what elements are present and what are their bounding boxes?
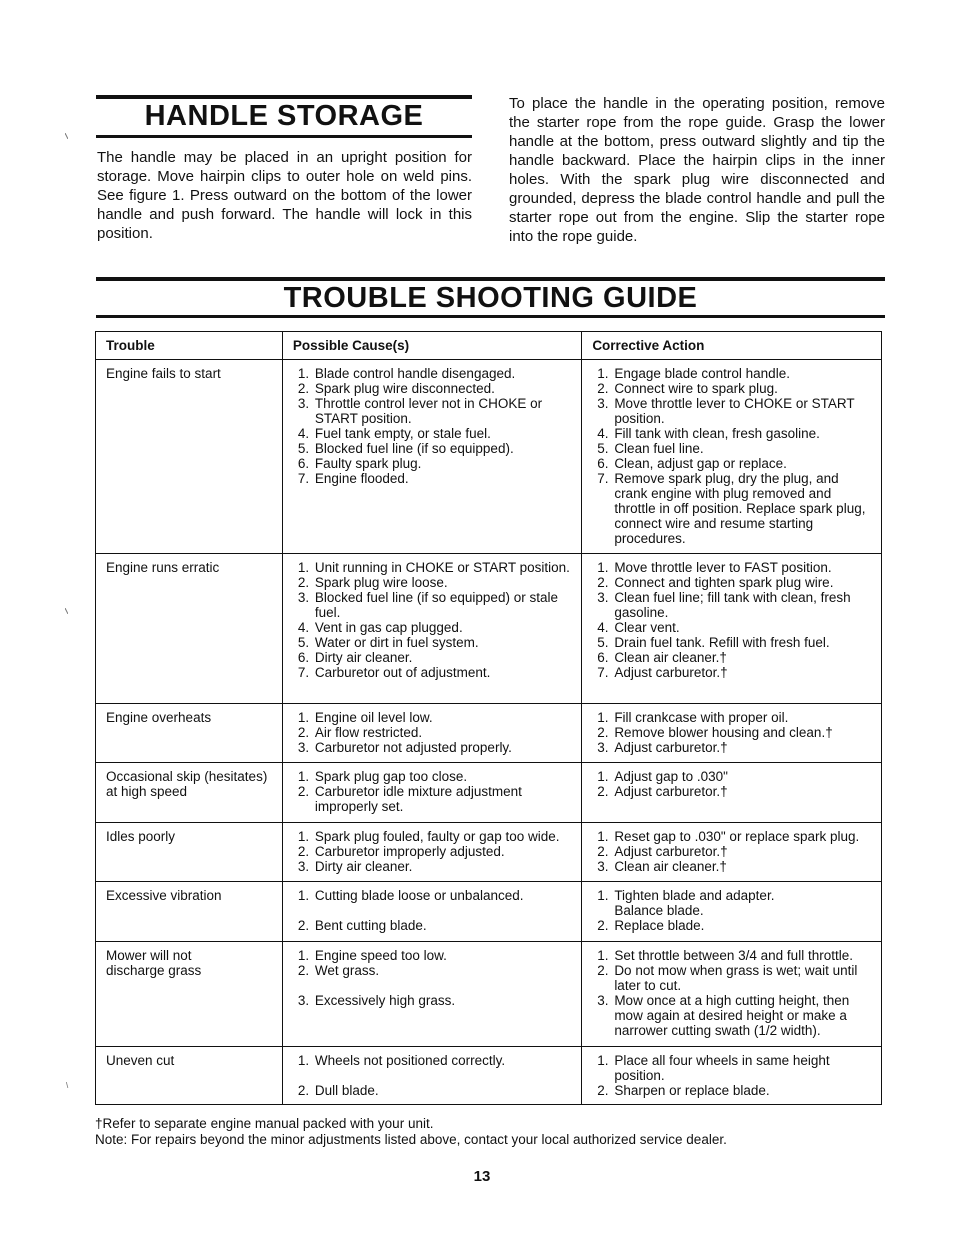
cause-item: 3. Carburetor not adjusted properly. <box>313 740 573 755</box>
action-item: 4. Fill tank with clean, fresh gasoline. <box>612 426 873 441</box>
actions-cell <box>582 1047 882 1105</box>
cause-item: 4. Vent in gas cap plugged. <box>313 620 573 635</box>
handle-storage-left-paragraph: The handle may be placed in an upright position for storage. Move hairpin clips to outer hole on weld pins. See figure 1. Press outward on the bottom of the lower handle and push forward. The handle will lock in this position. <box>97 149 472 242</box>
action-item: 2. Remove blower housing and clean.† <box>612 725 873 740</box>
action-item: 1. Reset gap to .030" or replace spark plug. <box>612 829 873 844</box>
cause-item: 1. Engine speed too low. <box>313 948 573 963</box>
action-item: 1. Move throttle lever to FAST position. <box>612 560 873 575</box>
table-row <box>96 360 882 554</box>
cause-item: 2. Carburetor improperly adjusted. <box>313 844 573 859</box>
action-item: 7. Remove spark plug, dry the plug, and crank engine with plug removed and throttle in off position. Replace spark plug, connect wire and resume starting procedures. <box>612 471 873 546</box>
cause-item: 3. Excessively high grass. <box>313 993 573 1008</box>
action-item: 3. Mow once at a high cutting height, then mow again at desired height or make a narrower cutting swath (1/2 width). <box>612 993 873 1038</box>
page-number: 13 <box>473 1168 491 1185</box>
trouble-shooting-table <box>95 331 882 1105</box>
cause-item: 5. Blocked fuel line (if so equipped). <box>313 441 573 456</box>
action-item: 2. Connect wire to spark plug. <box>612 381 873 396</box>
cause-item: 7. Carburetor out of adjustment. <box>313 665 573 680</box>
causes-cell <box>282 360 581 554</box>
scan-speck <box>65 133 68 139</box>
causes-cell <box>282 763 581 823</box>
table-row <box>96 942 882 1047</box>
action-item: 2. Sharpen or replace blade. <box>612 1083 873 1098</box>
cause-item: 2. Bent cutting blade. <box>313 918 573 933</box>
cause-item: 2. Air flow restricted. <box>313 725 573 740</box>
trouble-cell: Engine fails to start <box>96 360 283 554</box>
table-row <box>96 882 882 942</box>
cause-item: 1. Spark plug fouled, faulty or gap too wide. <box>313 829 573 844</box>
cause-item: 1. Blade control handle disengaged. <box>313 366 573 381</box>
actions-cell <box>582 704 882 763</box>
action-item: 1. Engage blade control handle. <box>612 366 873 381</box>
scan-speck <box>66 1082 69 1088</box>
action-item: 1. Set throttle between 3/4 and full throttle. <box>612 948 873 963</box>
cause-item: 6. Faulty spark plug. <box>313 456 573 471</box>
table-row <box>96 763 882 823</box>
action-item: 2. Adjust carburetor.† <box>612 844 873 859</box>
causes-cell <box>282 554 581 704</box>
cause-item: 2. Wet grass. <box>313 963 573 978</box>
action-item: 2. Replace blade. <box>612 918 873 933</box>
cause-item: 4. Fuel tank empty, or stale fuel. <box>313 426 573 441</box>
action-item: 2. Adjust carburetor.† <box>612 784 873 799</box>
action-item: 3. Clean air cleaner.† <box>612 859 873 874</box>
header-actions: Corrective Action <box>582 332 882 360</box>
guide-bottom-rule <box>96 315 885 318</box>
action-item: 3. Clean fuel line; fill tank with clean, fresh gasoline. <box>612 590 873 620</box>
action-item: 2. Connect and tighten spark plug wire. <box>612 575 873 590</box>
cause-item: 6. Dirty air cleaner. <box>313 650 573 665</box>
actions-cell <box>582 763 882 823</box>
handle-storage-right-paragraph: To place the handle in the operating position, remove the starter rope from the rope guide. Grasp the lower handle at the bottom, press outward slightly and tip the handle backward. Place the hairpin clips in the inner holes. With the spark plug wire disconnected and grounded, depress the blade control handle and pull the starter rope out from the engine. Slip the starter rope into the rope guide. <box>509 95 885 245</box>
header-causes: Possible Cause(s) <box>282 332 581 360</box>
service-note: Note: For repairs beyond the minor adjustments listed above, contact your local authorized service dealer. <box>95 1132 727 1147</box>
cause-item: 2. Dull blade. <box>313 1083 573 1098</box>
table-row <box>96 823 882 882</box>
action-item: 1. Place all four wheels in same height position. <box>612 1053 873 1083</box>
action-item: 3. Move throttle lever to CHOKE or START position. <box>612 396 873 426</box>
trouble-cell: Uneven cut <box>96 1047 283 1105</box>
table-row <box>96 1047 882 1105</box>
causes-cell <box>282 823 581 882</box>
footnote: †Refer to separate engine manual packed with your unit. <box>95 1116 434 1131</box>
causes-cell <box>282 942 581 1047</box>
actions-cell <box>582 554 882 704</box>
action-item: 1. Adjust gap to .030" <box>612 769 873 784</box>
trouble-cell: Engine overheats <box>96 704 283 763</box>
cause-item: 3. Dirty air cleaner. <box>313 859 573 874</box>
actions-cell <box>582 882 882 942</box>
action-item: 6. Clean air cleaner.† <box>612 650 873 665</box>
action-item: 4. Clear vent. <box>612 620 873 635</box>
action-item: 6. Clean, adjust gap or replace. <box>612 456 873 471</box>
trouble-cell: Mower will not discharge grass <box>96 942 283 1047</box>
cause-item: 2. Spark plug wire loose. <box>313 575 573 590</box>
causes-cell <box>282 704 581 763</box>
action-item: 5. Clean fuel line. <box>612 441 873 456</box>
cause-item: 5. Water or dirt in fuel system. <box>313 635 573 650</box>
cause-item: 1. Unit running in CHOKE or START position. <box>313 560 573 575</box>
action-item: 7. Adjust carburetor.† <box>612 665 873 680</box>
table-header-row <box>96 332 882 360</box>
cause-item: 3. Throttle control lever not in CHOKE or START position. <box>313 396 573 426</box>
cause-item: 2. Spark plug wire disconnected. <box>313 381 573 396</box>
table-row <box>96 704 882 763</box>
action-item: 5. Drain fuel tank. Refill with fresh fuel. <box>612 635 873 650</box>
cause-item: 1. Spark plug gap too close. <box>313 769 573 784</box>
handle-storage-title: HANDLE STORAGE <box>144 100 424 132</box>
scan-speck <box>65 608 68 614</box>
action-item: 3. Adjust carburetor.† <box>612 740 873 755</box>
table-row <box>96 554 882 704</box>
cause-item: 2. Carburetor idle mixture adjustment improperly set. <box>313 784 573 814</box>
action-item: 1. Tighten blade and adapter. Balance blade. <box>612 888 873 918</box>
trouble-cell: Idles poorly <box>96 823 283 882</box>
actions-cell <box>582 823 882 882</box>
trouble-cell: Excessive vibration <box>96 882 283 942</box>
causes-cell <box>282 882 581 942</box>
trouble-cell: Engine runs erratic <box>96 554 283 704</box>
action-item: 2. Do not mow when grass is wet; wait until later to cut. <box>612 963 873 993</box>
handle-storage-bottom-rule <box>96 135 472 138</box>
action-item: 1. Fill crankcase with proper oil. <box>612 710 873 725</box>
causes-cell <box>282 1047 581 1105</box>
guide-title: TROUBLE SHOOTING GUIDE <box>283 282 698 314</box>
trouble-cell: Occasional skip (hesitates) at high speed <box>96 763 283 823</box>
cause-item: 1. Cutting blade loose or unbalanced. <box>313 888 573 903</box>
cause-item: 3. Blocked fuel line (if so equipped) or stale fuel. <box>313 590 573 620</box>
cause-item: 7. Engine flooded. <box>313 471 573 486</box>
actions-cell <box>582 942 882 1047</box>
actions-cell <box>582 360 882 554</box>
cause-item: 1. Engine oil level low. <box>313 710 573 725</box>
cause-item: 1. Wheels not positioned correctly. <box>313 1053 573 1068</box>
header-trouble: Trouble <box>96 332 283 360</box>
